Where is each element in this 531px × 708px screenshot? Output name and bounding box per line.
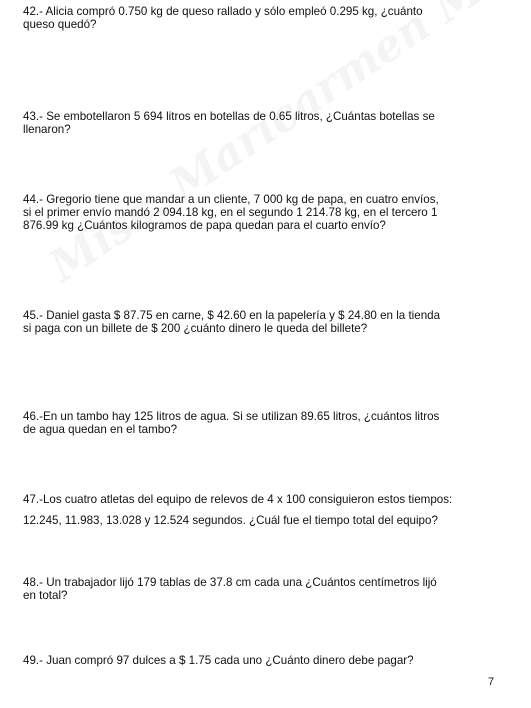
problem-text-line: 44.- Gregorio tiene que mandar a un cliente, 7 000 kg de papa, en cuatro envíos,: [23, 193, 439, 206]
problem-text-line: 48.- Un trabajador lijó 179 tablas de 37.8 cm cada una ¿Cuántos centímetros lijó: [23, 576, 437, 589]
problem-text-line: de agua quedan en el tambo?: [23, 423, 178, 436]
problem-text-line: 43.- Se embotellaron 5 694 litros en botellas de 0.65 litros, ¿Cuántas botellas se: [23, 110, 435, 123]
problem-text-line: en total?: [23, 589, 68, 602]
problem-text-line: si paga con un billete de $ 200 ¿cuánto dinero le queda del billete?: [23, 322, 368, 335]
problem-43: [23, 110, 463, 136]
problem-text-line: si el primer envío mandó 2 094.18 kg, en el segundo 1 214.78 kg, en el tercero 1: [23, 206, 438, 219]
problem-text-line: 876.99 kg ¿Cuántos kilogramos de papa quedan para el cuarto envío?: [23, 219, 386, 232]
problem-44: [23, 193, 463, 232]
problem-42: [23, 5, 463, 31]
problem-text-line: 49.- Juan compró 97 dulces a $ 1.75 cada uno ¿Cuánto dinero debe pagar?: [23, 654, 414, 667]
problem-text-line: queso quedó?: [23, 18, 97, 31]
problem-text-line: 12.245, 11.983, 13.028 y 12.524 segundos. ¿Cuál fue el tiempo total del equipo?: [23, 514, 438, 527]
problem-text-line: 46.-En un tambo hay 125 litros de agua. Si se utilizan 89.65 litros, ¿cuántos litros: [23, 410, 440, 423]
problem-text-line: llenaron?: [23, 123, 71, 136]
problem-46: [23, 410, 463, 436]
problem-text-line: 45.- Daniel gasta $ 87.75 en carne, $ 42.60 en la papelería y $ 24.80 en la tienda: [23, 309, 441, 322]
problem-47: [23, 489, 463, 531]
page-number: 7: [488, 676, 495, 688]
problem-text-line: 47.-Los cuatro atletas del equipo de relevos de 4 x 100 consiguieron estos tiempos:: [23, 493, 453, 506]
problem-49: [23, 654, 463, 667]
problem-48: [23, 576, 463, 602]
problem-text-line: 42.- Alicia compró 0.750 kg de queso rallado y sólo empleó 0.295 kg, ¿cuánto: [23, 5, 423, 18]
problem-45: [23, 309, 463, 335]
watermark: [40, 0, 483, 292]
